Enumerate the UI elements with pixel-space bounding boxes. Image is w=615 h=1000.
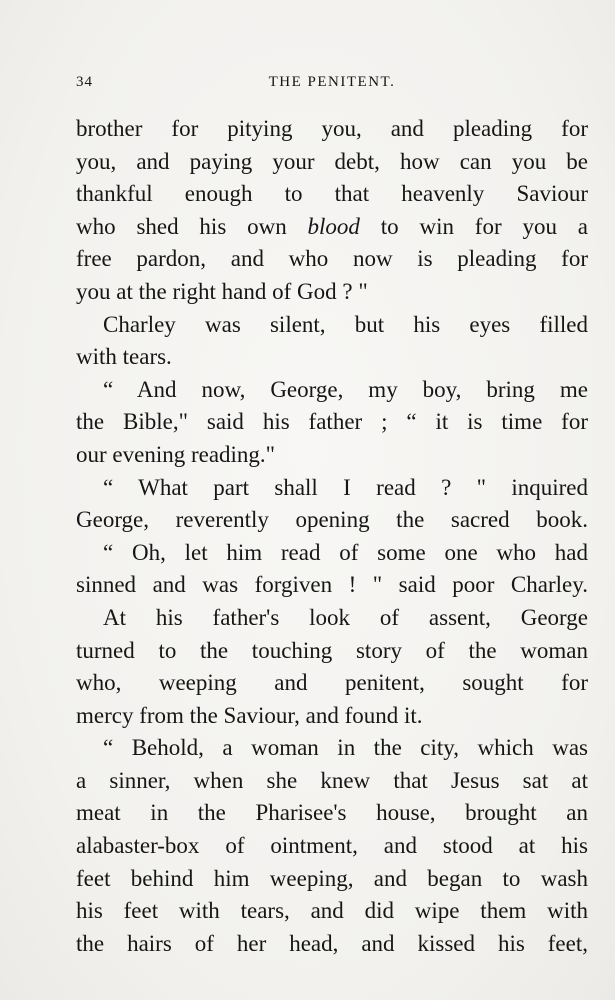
text-line: free pardon, and who now is pleading for (76, 246, 588, 272)
text-line: Charley was silent, but his eyes filled (103, 311, 588, 337)
running-title: THE PENITENT. (268, 74, 396, 90)
page-header (76, 74, 588, 98)
text-line: you at the right hand of God ? " (76, 278, 368, 304)
text-line: “ What part shall I read ? " inquired (103, 474, 588, 500)
text-line: mercy from the Saviour, and found it. (76, 702, 423, 728)
text-line: sinned and was forgiven ! " said poor Charley. (76, 572, 588, 598)
text-line: our evening reading." (76, 441, 276, 467)
text-line: brother for pitying you, and pleading for (76, 116, 588, 141)
text-line: the hairs of her head, and kissed his feet, (76, 930, 588, 956)
text-segment: to win for you a (359, 213, 588, 239)
text-line: who, weeping and penitent, sought for (76, 670, 588, 696)
text-line: you, and paying your debt, how can you be (76, 148, 588, 174)
text-line: “ Oh, let him read of some one who had (103, 539, 588, 565)
text-line: “ And now, George, my boy, bring me (103, 376, 588, 402)
text-line: feet behind him weeping, and began to wash (76, 865, 588, 891)
text-line: turned to the touching story of the woman (76, 637, 588, 663)
page-number: 34 (76, 74, 93, 90)
text-line: the Bible," said his father ; “ it is time for (76, 409, 588, 435)
text-segment: who shed his own (76, 213, 308, 239)
italic-emphasis: blood (307, 213, 360, 239)
text-line: a sinner, when she knew that Jesus sat at (76, 767, 588, 793)
text-line: alabaster-box of ointment, and stood at his (76, 833, 588, 859)
text-line: his feet with tears, and did wipe them with (76, 898, 588, 924)
body-text (76, 113, 588, 960)
text-line: “ Behold, a woman in the city, which was (103, 735, 588, 761)
text-line (76, 211, 588, 244)
text-line: At his father's look of assent, George (103, 604, 588, 630)
text-line: meat in the Pharisee's house, brought an (76, 800, 588, 826)
text-line: George, reverently opening the sacred book. (76, 507, 588, 533)
text-line: with tears. (76, 344, 172, 370)
text-line: thankful enough to that heavenly Saviour (76, 181, 588, 207)
